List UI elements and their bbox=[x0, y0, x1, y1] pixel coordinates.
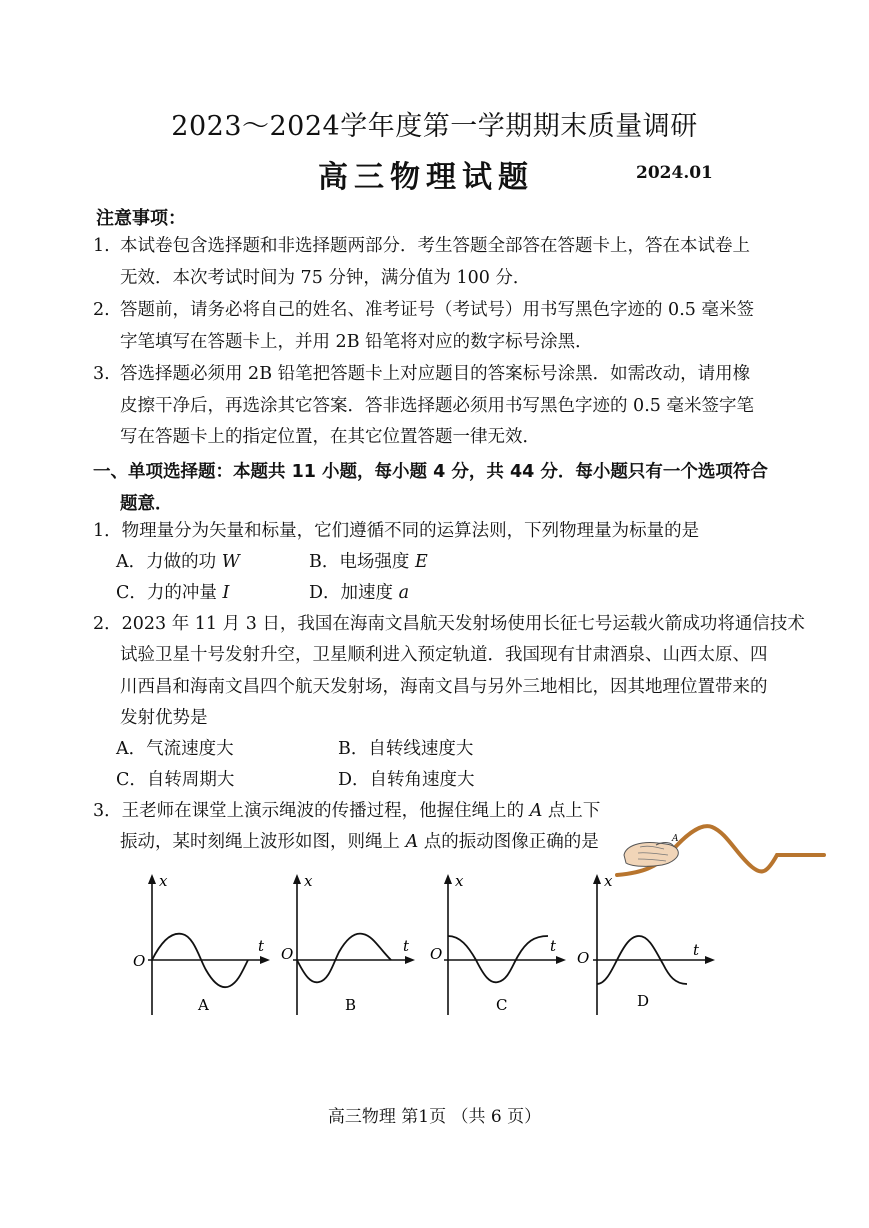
notice-item-3-number: 3. bbox=[93, 364, 110, 384]
question-1-option-d: D．加速度 a bbox=[309, 583, 410, 603]
notice-item-3-line-2: 皮擦干净后，再选涂其它答案．答非选择题必须用书写黑色字迹的 0.5 毫米签字笔 bbox=[120, 396, 754, 416]
question-1-option-a: A．力做的功 W bbox=[116, 552, 240, 572]
exam-date: 2024.01 bbox=[636, 163, 713, 183]
origin-label: O bbox=[133, 952, 146, 970]
exam-title: 2023～2024学年度第一学期期末质量调研 bbox=[171, 111, 698, 142]
section-1-heading-line-1: 一、单项选择题：本题共 11 小题，每小题 4 分，共 44 分．每小题只有一个选项符合 bbox=[93, 462, 768, 482]
page-footer: 高三物理 第1页 （共 6 页） bbox=[327, 1107, 542, 1127]
y-axis-label: x bbox=[159, 872, 168, 890]
x-axis-label: t bbox=[403, 937, 410, 955]
y-axis-arrow bbox=[593, 874, 601, 884]
x-axis-label: t bbox=[693, 941, 700, 959]
question-2-line-1: 2．2023 年 11 月 3 日，我国在海南文昌航天发射场使用长征七号运载火箭成功将通信技术 bbox=[93, 614, 805, 634]
graph-label: A bbox=[198, 996, 209, 1014]
origin-label: O bbox=[281, 945, 294, 963]
section-1-heading-line-2: 题意． bbox=[120, 494, 173, 514]
x-axis-arrow bbox=[705, 956, 715, 964]
wave-curve bbox=[297, 934, 391, 983]
wave-curve bbox=[448, 936, 548, 982]
y-axis-label: x bbox=[604, 872, 613, 890]
question-1-option-c: C．力的冲量 I bbox=[116, 583, 230, 603]
graph-label: C bbox=[496, 996, 508, 1014]
question-2-option-d: D．自转角速度大 bbox=[338, 770, 475, 790]
graph-label: D bbox=[637, 992, 650, 1010]
notice-item-2-number: 2. bbox=[93, 300, 110, 320]
question-2-line-3: 川西昌和海南文昌四个航天发射场，海南文昌与另外三地相比，因其地理位置带来的 bbox=[120, 677, 768, 697]
origin-label: O bbox=[430, 945, 443, 963]
notice-item-2-line-1: 答题前，请务必将自己的姓名、准考证号（考试号）用书写黑色字迹的 0.5 毫米签 bbox=[120, 300, 754, 320]
graph-a[interactable] bbox=[128, 868, 278, 1018]
exam-subtitle: 高三物理试题 bbox=[318, 160, 534, 195]
notice-item-1-line-2: 无效．本次考试时间为 75 分钟，满分值为 100 分． bbox=[120, 268, 531, 288]
question-2-option-a: A．气流速度大 bbox=[116, 739, 234, 759]
notice-heading: 注意事项： bbox=[96, 208, 186, 229]
notice-item-2-line-2: 字笔填写在答题卡上，并用 2B 铅笔将对应的数字标号涂黑． bbox=[120, 332, 593, 352]
y-axis-label: x bbox=[304, 872, 313, 890]
x-axis-arrow bbox=[260, 956, 270, 964]
hand-icon bbox=[624, 843, 678, 867]
question-3-line-1: 3．王老师在课堂上演示绳波的传播过程，他握住绳上的 A 点上下 bbox=[93, 801, 601, 821]
question-2-option-c: C．自转周期大 bbox=[116, 770, 235, 790]
y-axis-arrow bbox=[148, 874, 156, 884]
question-2-line-4: 发射优势是 bbox=[120, 708, 208, 728]
graph-d[interactable] bbox=[573, 868, 723, 1018]
x-axis-label: t bbox=[550, 937, 557, 955]
graph-label: B bbox=[345, 996, 357, 1014]
question-1-stem: 1．物理量分为矢量和标量，它们遵循不同的运算法则，下列物理量为标量的是 bbox=[93, 521, 700, 541]
notice-item-1-number: 1. bbox=[93, 236, 110, 256]
y-axis-arrow bbox=[444, 874, 452, 884]
origin-label: O bbox=[577, 949, 590, 967]
rope-point-label: A bbox=[672, 834, 679, 844]
y-axis-arrow bbox=[293, 874, 301, 884]
question-1-option-b: B．电场强度 E bbox=[309, 552, 428, 572]
notice-item-3-line-1: 答选择题必须用 2B 铅笔把答题卡上对应题目的答案标号涂黑．如需改动，请用橡 bbox=[120, 364, 751, 384]
y-axis-label: x bbox=[455, 872, 464, 890]
x-axis-arrow bbox=[556, 956, 566, 964]
question-2-option-b: B．自转线速度大 bbox=[338, 739, 474, 759]
question-2-line-2: 试验卫星十号发射升空，卫星顺利进入预定轨道．我国现有甘肃酒泉、山西太原、四 bbox=[120, 645, 768, 665]
notice-item-1-line-1: 本试卷包含选择题和非选择题两部分．考生答题全部答在答题卡上，答在本试卷上 bbox=[120, 236, 750, 256]
notice-item-3-line-3: 写在答题卡上的指定位置，在其它位置答题一律无效． bbox=[120, 427, 540, 447]
question-3-line-2: 振动，某时刻绳上波形如图，则绳上 A 点的振动图像正确的是 bbox=[120, 832, 599, 852]
x-axis-label: t bbox=[258, 937, 265, 955]
x-axis-arrow bbox=[405, 956, 415, 964]
graph-c[interactable] bbox=[424, 868, 574, 1018]
graph-b[interactable] bbox=[273, 868, 423, 1018]
